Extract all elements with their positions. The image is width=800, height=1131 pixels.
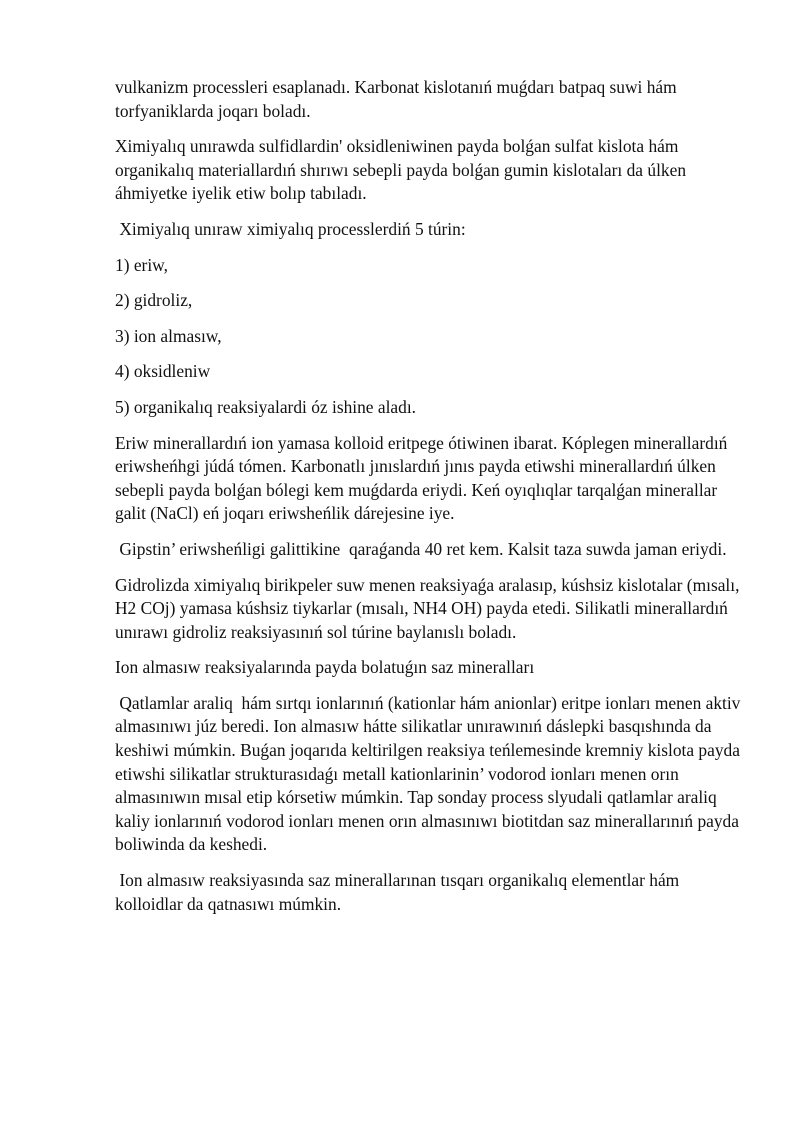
paragraph-sulfuric-humic-acids: Ximiyalıq unırawda sulfidlardin' oksidleniwinen payda bolǵan sulfat kislota hám organikalıq materiallardıń shırıwı sebepli payda bolǵan gumin kislotaları da úlken áhmiyetke iyelik etiw bolıp tabıladı. — [115, 136, 691, 204]
paragraph-gypsum-calcite: Gipstin’ eriwsheńligi galittikine qaraǵanda 40 ret kem. Kalsit taza suwda jaman eriydi. — [115, 538, 727, 559]
document-page — [115, 76, 745, 928]
paragraph-carbonate-acid: vulkanizm processleri esaplanadı. Karbonat kislotanıń muǵdarı batpaq suwi hám torfyaniklarda joqarı boladı. — [115, 77, 682, 121]
list-item-ion-exchange: 3) ion almasıw, — [115, 325, 222, 346]
list-item-hydrolysis: 2) gidroliz, — [115, 290, 193, 311]
paragraph-process-types-intro: Ximiyalıq unıraw ximiyalıq processlerdiń 5 túrin: — [115, 218, 466, 239]
list-item-oxidation: 4) oksidleniw — [115, 361, 211, 382]
list-item-dissolution: 1) eriw, — [115, 254, 168, 275]
paragraph-dissolution: Eriw minerallardıń ion yamasa kolloid eritpege ótiwinen ibarat. Kóplegen minerallardıń eriwsheńhgi júdá tómen. Karbonatlı jınıslardıń jınıs payda etiwshi minerallardıń úlken sebepli payda bolǵan bólegi kem muǵdarda eriydi. Keń oyıqlıqlar tarqalǵan minerallar galit (NaCl) eń joqarı eriwsheńlik dárejesine iye. — [115, 432, 732, 524]
list-item-organic-reactions: 5) organikalıq reaksiyalardi óz ishine aladı. — [115, 396, 417, 417]
paragraph-hydrolysis: Gidrolizda ximiyalıq birikpeler suw menen reaksiyaǵa aralasıp, kúshsiz kislotalar (mısalı, H2 COj) yamasa kúshsiz tiykarlar (mısalı, NH4 OH) payda etedi. Silikatli minerallardıń unırawı gidroliz reaksiyasınıń sol túrine baylanıslı boladı. — [115, 574, 744, 642]
paragraph-ion-exchange-details: Qatlamlar araliq hám sırtqı ionlarınıń (kationlar hám anionlar) eritpe ionları menen aktiv almasınıwı júz beredi. Ion almasıw hátte silikatlar unırawınıń dáslepki basqıshında da keshiwi múmkin. Buǵan joqarıda keltirilgen reaksiya teńlemesinde kremniy kislota payda etiwshi silikatlar strukturasıdaǵı metall kationlarinin’ vodorod ionları menen orın almasınıwın mısal etip kórsetiw múmkin. Tap sonday process slyudali qatlamlar araliq kaliy ionlarınıń vodorod ionları menen orın almasınıwı biotitdan saz minerallarınıń payda boliwinda da keshedi. — [115, 692, 745, 855]
paragraph-ion-exchange-organic: Ion almasıw reaksiyasında saz minerallarınan tısqarı organikalıq elementlar hám kolloidlar da qatnasıwı múmkin. — [115, 870, 684, 914]
paragraph-ion-exchange-heading: Ion almasıw reaksiyalarında payda bolatuǵın saz mineralları — [115, 657, 535, 678]
